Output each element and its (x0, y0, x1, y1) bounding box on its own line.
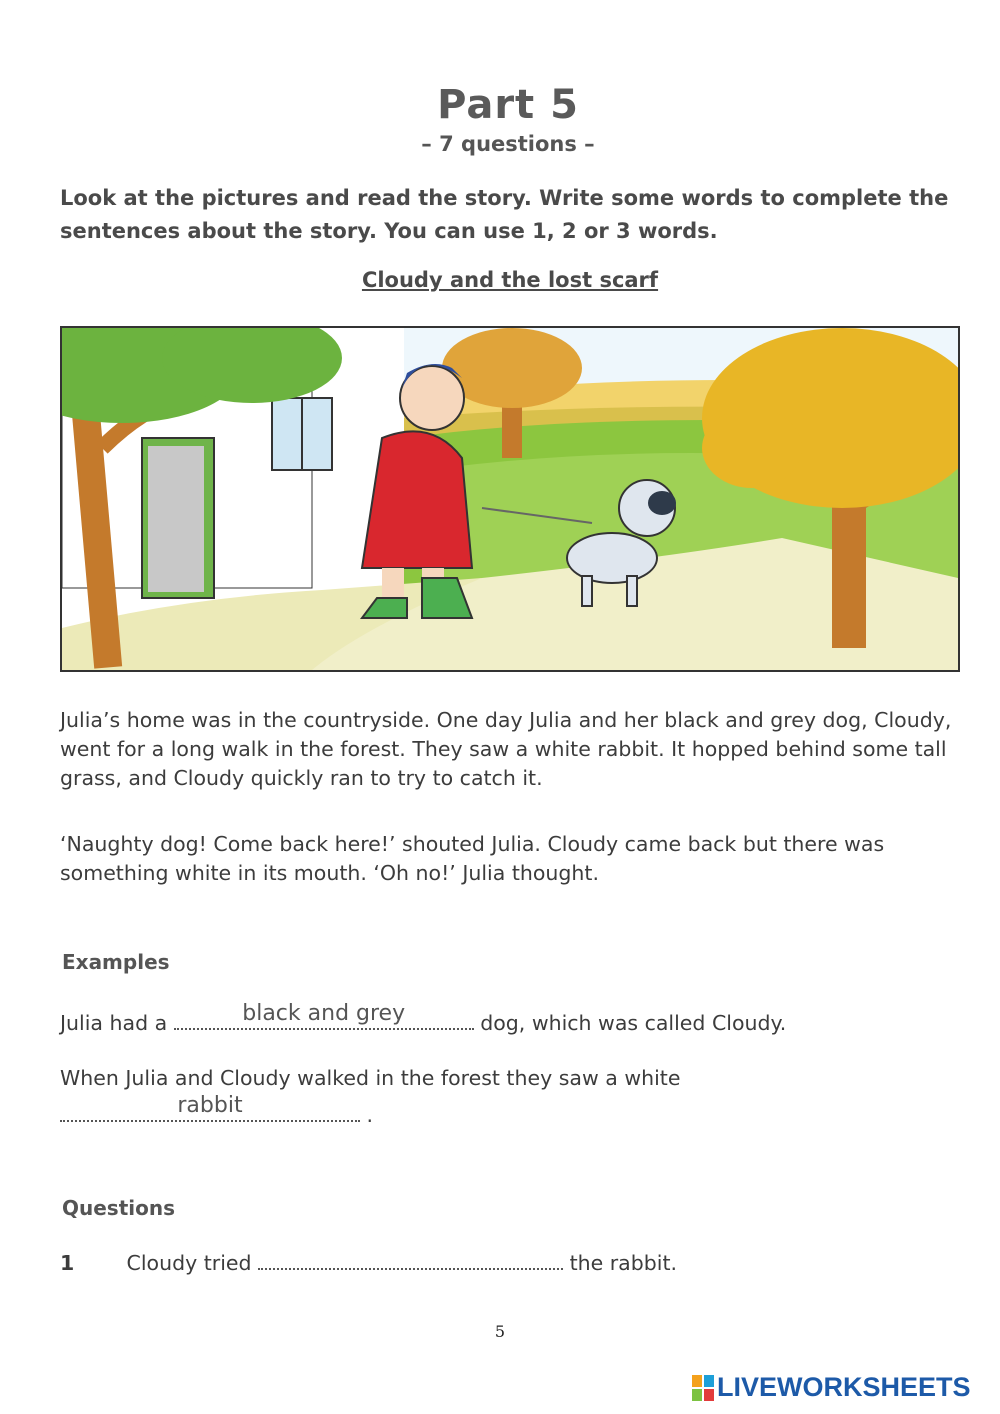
instructions: Look at the pictures and read the story. Write some words to complete the sentences about the story. You can use 1, 2 or 3 words. (60, 186, 949, 243)
example-2-line-2 (60, 1093, 374, 1127)
question-1-before: Cloudy tried (126, 1251, 252, 1275)
example-1-after: dog, which was called Cloudy. (480, 1011, 787, 1035)
example-1-answer-blank[interactable] (174, 1001, 474, 1030)
example-1-answer: black and grey (242, 1001, 406, 1026)
example-1 (60, 1001, 787, 1035)
liveworksheets-brand[interactable] (692, 1372, 971, 1403)
question-1-after: the rabbit. (569, 1251, 678, 1275)
page-number: 5 (494, 1322, 506, 1341)
questions-heading: Questions (62, 1196, 176, 1220)
example-2-answer-blank[interactable] (60, 1093, 360, 1122)
example-1-before: Julia had a (60, 1011, 168, 1035)
story-illustration (60, 326, 960, 672)
question-1 (60, 1248, 677, 1275)
story-title: Cloudy and the lost scarf (361, 268, 659, 292)
page-title: Part 5 (437, 82, 579, 128)
question-1-number: 1 (60, 1251, 75, 1275)
page-subtitle: – 7 questions – (421, 132, 595, 156)
example-2-line-1 (60, 1066, 680, 1090)
example-2-after: . (366, 1103, 374, 1127)
example-2-before: When Julia and Cloudy walked in the forest they saw a white (60, 1066, 681, 1090)
story-paragraph-1: Julia’s home was in the countryside. One day Julia and her black and grey dog, Cloudy, went for a long walk in the forest. They saw a white rabbit. It hopped behind some tall grass, and Cloudy quickly ran to try to catch it. (60, 708, 952, 790)
question-1-answer-blank[interactable] (258, 1248, 563, 1270)
examples-heading: Examples (62, 950, 170, 974)
story-paragraph-2: ‘Naughty dog! Come back here!’ shouted Julia. Cloudy came back but there was something white in its mouth. ‘Oh no!’ Julia thought. (60, 832, 885, 885)
brand-name: LIVEWORKSHEETS (717, 1372, 971, 1402)
liveworksheets-logo-icon (692, 1375, 714, 1401)
example-2-answer: rabbit (177, 1093, 243, 1118)
